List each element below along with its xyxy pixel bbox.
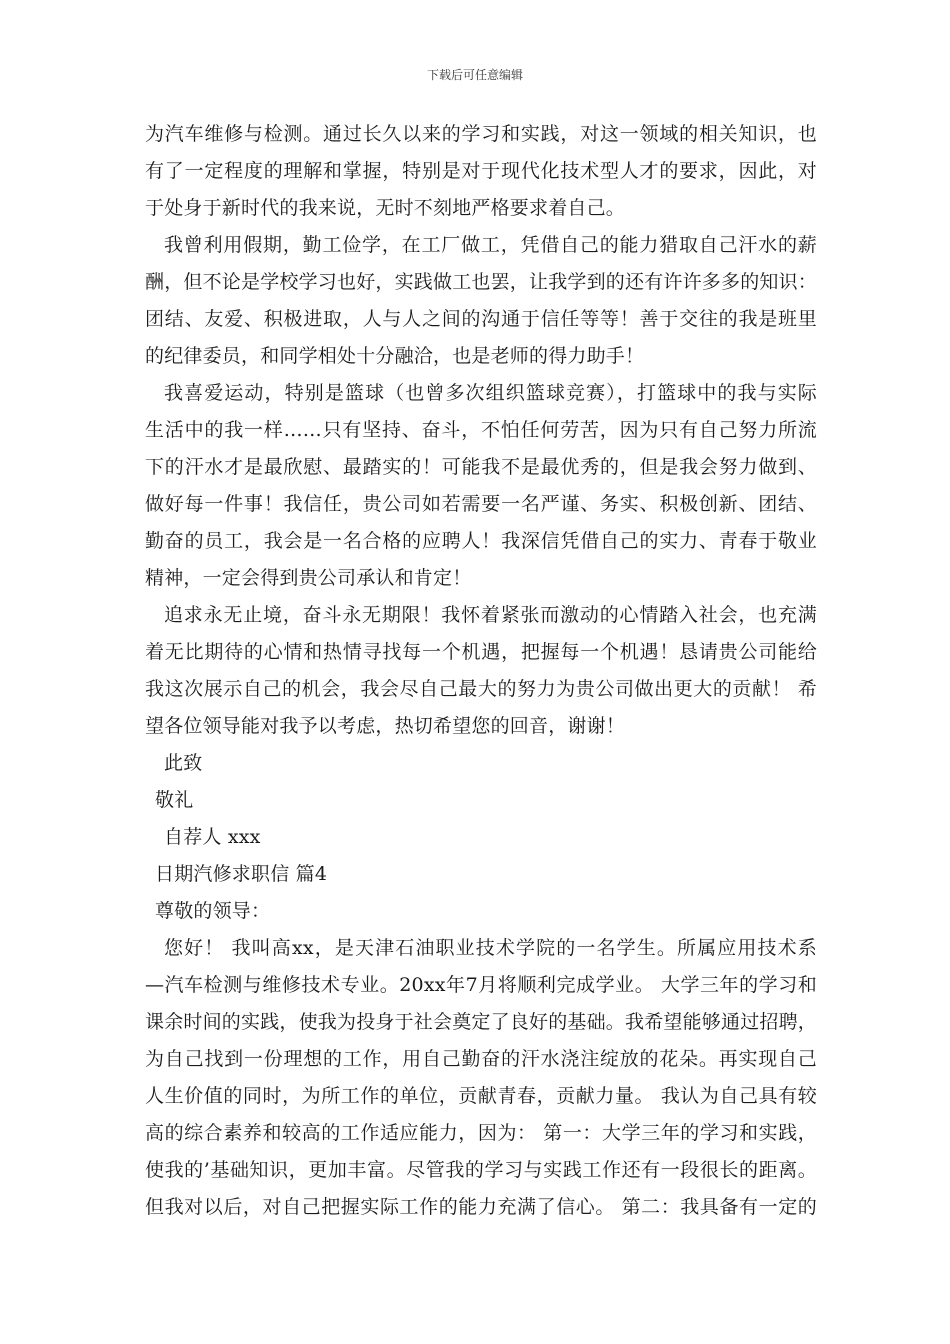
text-line: 使我的’基础知识，更加丰富。尽管我的学习与实践工作还有一段很长的距离。 bbox=[145, 1159, 817, 1181]
text-line: 酬，但不论是学校学习也好，实践做工也罢，让我学到的还有许许多多的知识： bbox=[145, 271, 818, 293]
text-line: 团结、友爱、积极进取，人与人之间的沟通于信任等等！善于交往的我是班里 bbox=[145, 308, 817, 330]
text-line: 人生价值的同时，为所工作的单位，贡献青春，贡献力量。 我认为自己具有较 bbox=[145, 1085, 817, 1107]
closing-regards: 敬礼 bbox=[155, 789, 194, 811]
header-note: 下载后可任意编辑 bbox=[426, 68, 523, 82]
text-line: 我喜爱运动，特别是篮球（也曾多次组织篮球竞赛），打篮球中的我与实际 bbox=[164, 382, 817, 404]
text-line: 为自己找到一份理想的工作，用自己勤奋的汗水浇注绽放的花朵。再实现自己 bbox=[145, 1048, 817, 1070]
text-line: 我这次展示自己的机会，我会尽自己最大的努力为贵公司做出更大的贡献！ 希 bbox=[145, 678, 817, 700]
text-line: 有了一定程度的理解和掌握，特别是对于现代化技术型人才的要求，因此，对 bbox=[145, 160, 817, 182]
text-line: 高的综合素养和较高的工作适应能力，因为： 第一：大学三年的学习和实践， bbox=[145, 1122, 817, 1144]
text-line: 下的汗水才是最欣慰、最踏实的！可能我不是最优秀的，但是我会努力做到、 bbox=[145, 456, 817, 478]
closing-salutation: 此致 bbox=[164, 752, 203, 774]
letter-greeting: 尊敬的领导： bbox=[155, 900, 271, 922]
text-line: 生活中的我一样……只有坚持、奋斗，不怕任何劳苦，因为只有自己努力所流 bbox=[145, 419, 817, 441]
date-and-section-title: 日期汽修求职信 篇4 bbox=[155, 863, 328, 885]
text-line: 做好每一件事！我信任，贵公司如若需要一名严谨、务实、积极创新、团结、 bbox=[145, 493, 817, 515]
text-line: 的纪律委员，和同学相处十分融洽，也是老师的得力助手！ bbox=[145, 345, 645, 367]
signature-line: 自荐人 xxx bbox=[164, 826, 261, 848]
text-line: 着无比期待的心情和热情寻找每一个机遇，把握每一个机遇！恳请贵公司能给 bbox=[145, 641, 817, 663]
text-line: 追求永无止境，奋斗永无期限！我怀着紧张而激动的心情踏入社会，也充满 bbox=[164, 604, 817, 626]
text-line: 课余时间的实践，使我为投身于社会奠定了良好的基础。我希望能够通过招聘， bbox=[145, 1011, 818, 1033]
text-line: —汽车检测与维修技术专业。20xx年7月将顺利完成学业。 大学三年的学习和 bbox=[145, 974, 817, 996]
document-body bbox=[145, 116, 817, 1226]
text-line: 勤奋的员工，我会是一名合格的应聘人！我深信凭借自己的实力、青春于敬业 bbox=[145, 530, 817, 552]
text-line: 为汽车维修与检测。通过长久以来的学习和实践，对这一领域的相关知识，也 bbox=[145, 123, 817, 145]
text-line: 望各位领导能对我予以考虑，热切希望您的回音，谢谢！ bbox=[145, 715, 626, 737]
text-line: 您好！ 我叫高xx，是天津石油职业技术学院的一名学生。所属应用技术系 bbox=[164, 937, 817, 959]
text-line: 但我对以后，对自己把握实际工作的能力充满了信心。 第二：我具备有一定的 bbox=[145, 1196, 817, 1218]
text-line: 精神，一定会得到贵公司承认和肯定！ bbox=[145, 567, 472, 589]
text-line: 我曾利用假期，勤工俭学，在工厂做工，凭借自己的能力猎取自己汗水的薪 bbox=[164, 234, 817, 256]
text-line: 于处身于新时代的我来说，无时不刻地严格要求着自己。 bbox=[145, 197, 626, 219]
